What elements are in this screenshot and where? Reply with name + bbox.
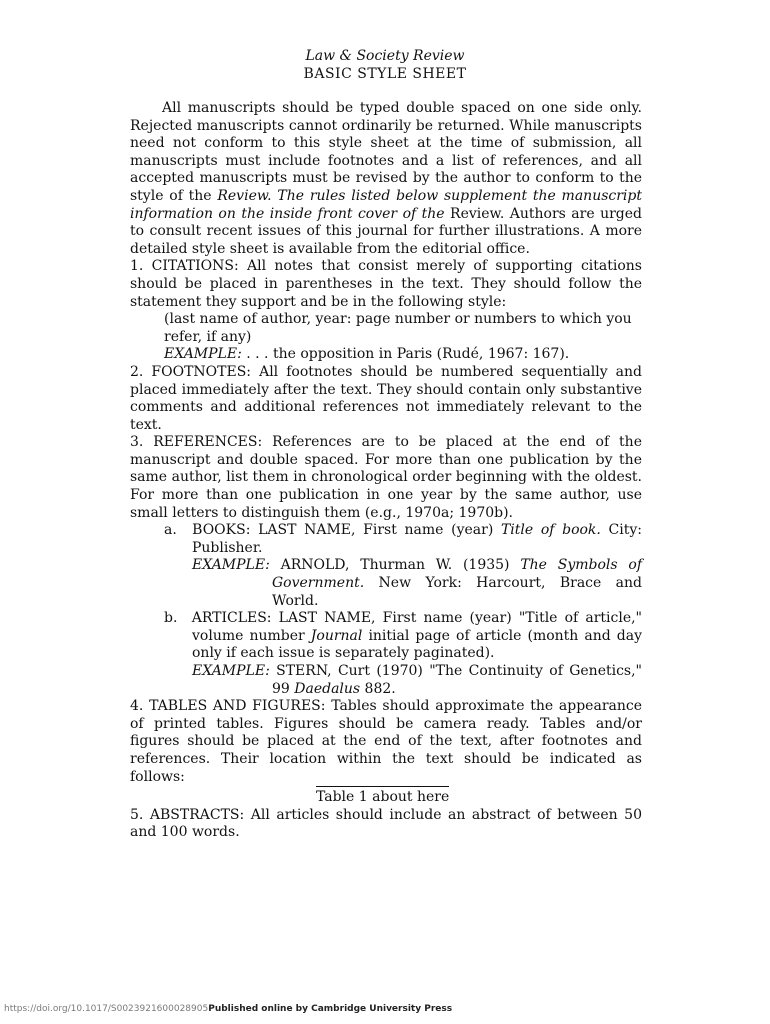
citation-format: (last name of author, year: page number or numbers to which you refer, if any) (164, 311, 632, 345)
articles-format (130, 610, 642, 663)
citation-example-label: EXAMPLE: (164, 346, 242, 363)
citation-example-text: . . . the opposition in Paris (Rudé, 1967: 167). (241, 346, 570, 363)
tables-heading: 4. TABLES AND FIGURES: (130, 698, 326, 715)
journal-name: Law & Society Review (305, 48, 465, 64)
books-text: BOOKS: LAST NAME, First name (year) (192, 522, 501, 539)
articles-journal-italic: Journal (310, 627, 363, 644)
page-title: BASIC STYLE SHEET (303, 66, 467, 82)
books-example (130, 557, 642, 610)
review-title-italic: Review. (217, 187, 272, 204)
footnotes-section (130, 364, 642, 434)
doi-link[interactable]: https://doi.org/10.1017/S0023921600028905 (4, 1004, 209, 1014)
books-example-after: New York: Harcourt, Brace and World. (272, 575, 642, 609)
books-example-italic: The Symbols of Government. (272, 557, 642, 592)
tables-text: Tables should approximate the appearance of printed tables. Figures should be camera ready. Tables and/or figures should be placed at the end of the text, after footnotes and references. Their location within the text should be indicated as follows: (130, 698, 642, 785)
articles-example-label: EXAMPLE: (192, 663, 270, 679)
table-placement-marker: Table 1 about here (316, 786, 449, 807)
books-text-after: City: Publisher. (192, 522, 642, 556)
footnotes-heading: 2. FOOTNOTES: (130, 363, 252, 380)
intro-italic-note: The rules listed below supplement the manuscript information on the inside front cover of the (130, 187, 642, 222)
books-marker: a. (164, 522, 177, 539)
references-text: References are to be placed at the end of the manuscript and double spaced. For more than one publication by the same author, list them in chronological order beginning with the oldest. For more than one publication in one year by the same author, use small letters to distinguish them (e.g., 1970a; 1970b). (130, 434, 642, 521)
articles-text-after: initial page of article (month and day only if each issue is separately paginated). (192, 627, 642, 662)
articles-text: ARTICLES: LAST NAME, First name (year) "Title of article," volume number (191, 610, 642, 644)
books-title-italic: Title of book. (500, 522, 601, 539)
citations-text: All notes that consist merely of supporting citations should be placed in parentheses in the text. They should follow the statement they support and be in the following style: (130, 258, 642, 310)
intro-paragraph (130, 100, 642, 258)
abstracts-section (130, 807, 642, 842)
publisher-note: Published online by Cambridge University Press (208, 1004, 453, 1014)
books-format (130, 522, 642, 557)
abstracts-text: All articles should include an abstract of between 50 and 100 words. (130, 806, 642, 841)
references-heading: 3. REFERENCES: (130, 434, 263, 451)
citation-example (130, 346, 642, 364)
books-example-text: ARNOLD, Thurman W. (1935) (269, 557, 521, 574)
articles-example-text: STERN, Curt (1970) "The Continuity of Genetics," 99 (269, 663, 642, 697)
page-footer (4, 1004, 452, 1014)
footnotes-text: All footnotes should be numbered sequentially and placed immediately after the text. They should contain only substantive comments and additional references not immediately relevant to the text. (130, 363, 642, 433)
citations-heading: 1. CITATIONS: (130, 258, 239, 275)
intro-text-b: Authors are urged to consult recent issues of this journal for further illustrations. A more detailed style sheet is available from the editorial office. (130, 205, 642, 257)
tables-section (130, 698, 642, 786)
citations-section (130, 258, 642, 311)
intro-text-a: All manuscripts should be typed double spaced on one side only. Rejected manuscripts cannot ordinarily be returned. While manuscripts need not conform to this style sheet at the time of submission, all manuscripts must include footnotes and a list of references, and all accepted manuscripts must be revised by the author to conform to the style of the (130, 100, 642, 204)
abstracts-heading: 5. ABSTRACTS: (130, 806, 245, 823)
articles-example-after: 882. (360, 680, 396, 697)
articles-example-italic: Daedalus (294, 680, 361, 697)
review-title-roman: Review. (450, 205, 505, 222)
articles-example (130, 663, 642, 698)
books-example-label: EXAMPLE: (192, 557, 270, 574)
references-section (130, 434, 642, 522)
articles-marker: b. (164, 610, 178, 627)
table-placement-line (130, 786, 642, 807)
document-body (130, 100, 642, 842)
